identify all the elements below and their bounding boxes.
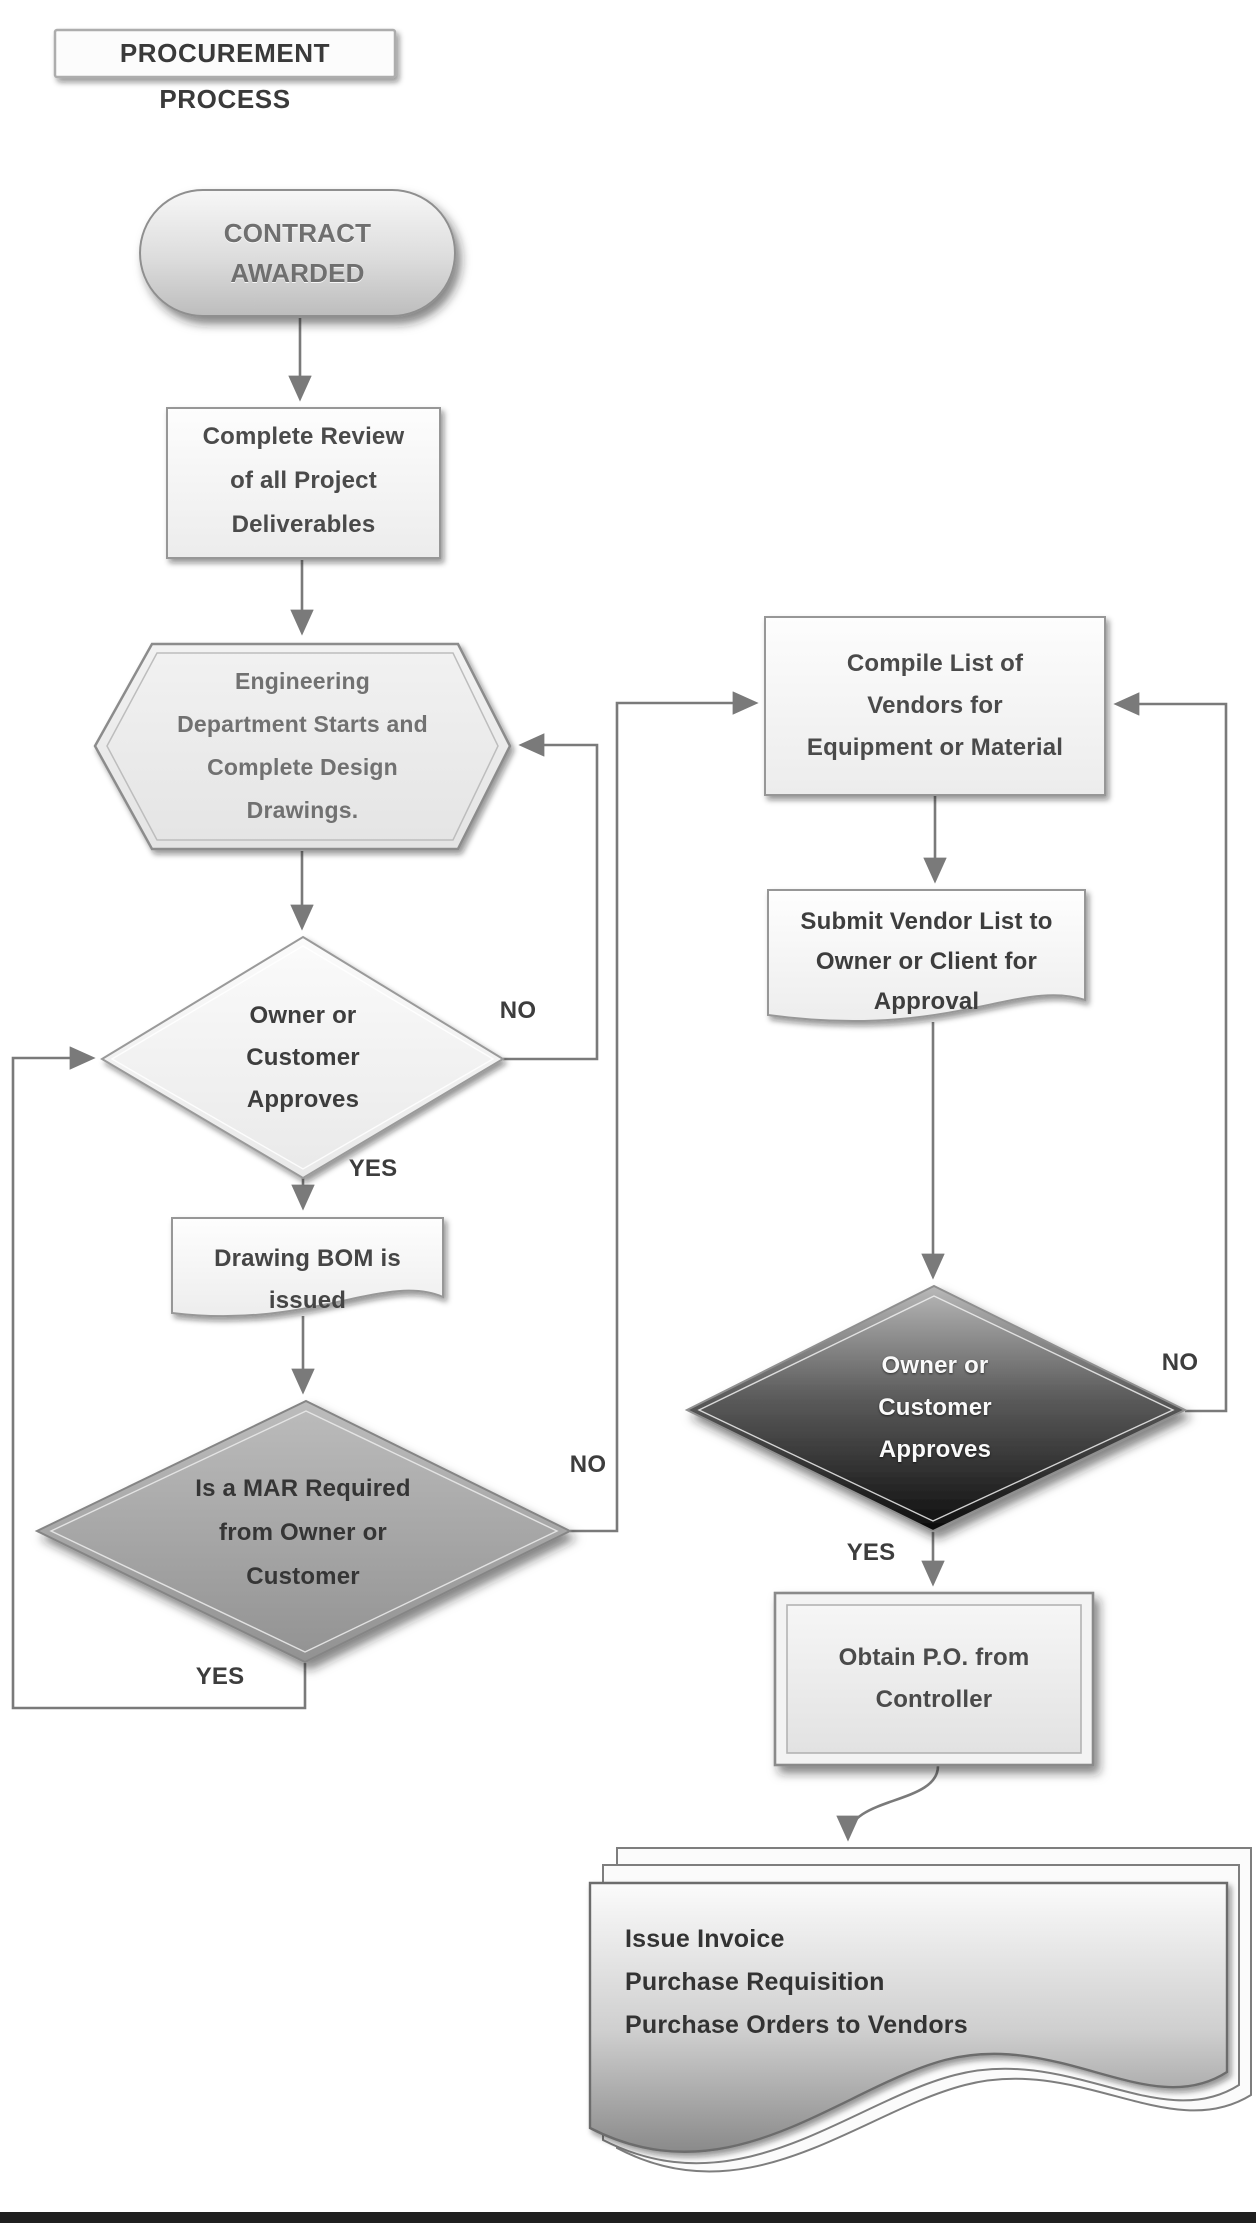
node-label-engineering-design: Engineering Department Starts and Complete Design Drawings. bbox=[177, 668, 428, 823]
node-label-compile-vendor-list: Compile List of Vendors for Equipment or Material bbox=[806, 650, 1064, 761]
bottom-border-bar bbox=[0, 2212, 1256, 2223]
page-title: PROCUREMENT PROCESS bbox=[119, 38, 331, 114]
node-label-drawing-bom: Drawing BOM is issued bbox=[214, 1245, 401, 1314]
node-label-submit-vendor-list: Submit Vendor List to Owner or Client for Approval bbox=[800, 908, 1053, 1015]
edge-label-approves2-yes: YES bbox=[846, 1539, 896, 1566]
edge-label-mar-yes: YES bbox=[195, 1663, 245, 1690]
edge-label-approves2-no: NO bbox=[1161, 1349, 1199, 1376]
edge-po-documents bbox=[848, 1766, 938, 1838]
edge-label-approves1-yes: YES bbox=[348, 1155, 398, 1182]
node-label-issue-documents: Issue Invoice Purchase Requisition Purchase Orders to Vendors bbox=[625, 1925, 968, 2039]
node-label-complete-review: Complete Review of all Project Deliverables bbox=[202, 423, 405, 538]
node-label-owner-approves-1: Owner or Customer Approves bbox=[246, 1002, 360, 1113]
edge-label-mar-no: NO bbox=[569, 1451, 607, 1478]
node-label-obtain-po: Obtain P.O. from Controller bbox=[838, 1644, 1030, 1713]
edge-approves2-no-loop bbox=[1117, 704, 1226, 1411]
node-label-owner-approves-2: Owner or Customer Approves bbox=[878, 1352, 992, 1463]
node-label-contract-awarded: CONTRACT AWARDED bbox=[223, 218, 372, 288]
edge-label-approves1-no: NO bbox=[499, 997, 537, 1024]
node-label-mar-required: Is a MAR Required from Owner or Customer bbox=[195, 1475, 411, 1590]
